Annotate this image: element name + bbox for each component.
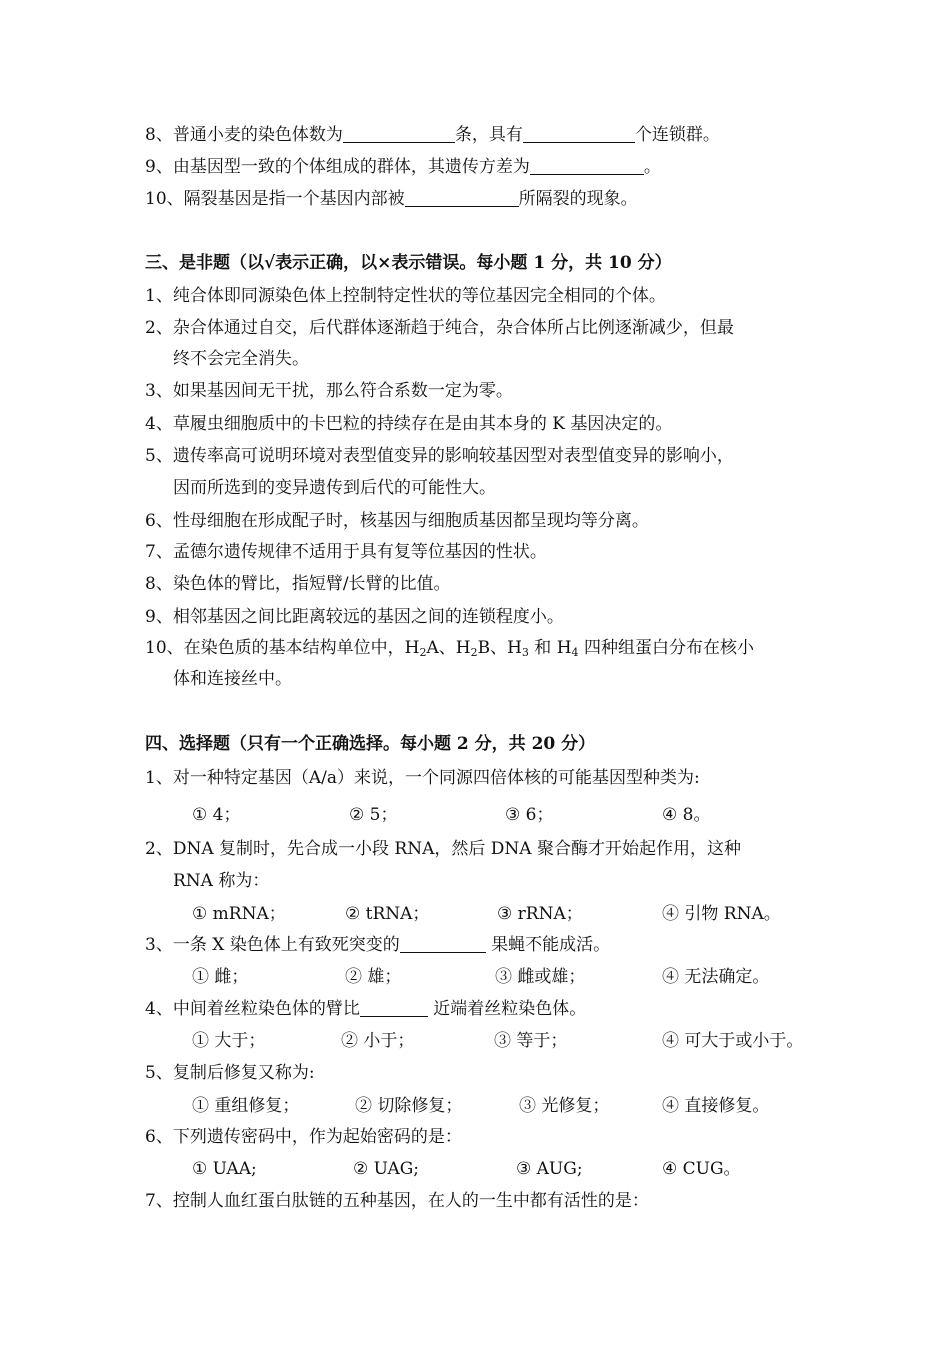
true-false-item: 1、纯合体即同源染色体上控制特定性状的等位基因完全相同的个体。	[145, 286, 666, 306]
true-false-item-continued: 体和连接丝中。	[173, 669, 292, 689]
option-1[interactable]: ① mRNA；	[192, 904, 286, 924]
true-false-item: 8、染色体的臂比，指短臂/长臂的比值。	[145, 574, 451, 594]
true-false-item: 3、如果基因间无干扰，那么符合系数一定为零。	[145, 381, 513, 401]
option-2[interactable]: ② UAG;	[353, 1159, 420, 1179]
true-false-item-continued: 因而所选到的变异遗传到后代的可能性大。	[173, 478, 496, 498]
true-false-item-10: 10、在染色质的基本结构单位中，$H_2A$、$H_2B$、$H_3$ 和 $H_4$ 四种组蛋白分布在核小	[145, 638, 754, 659]
choice-question-3: 3、一条 X 染色体上有致死突变的 果蝇不能成活。	[145, 935, 611, 955]
option-4[interactable]: ④ 引物 RNA。	[662, 904, 781, 924]
true-false-item: 5、遗传率高可说明环境对表型值变异的影响较基因型对表型值变异的影响小，	[145, 446, 734, 466]
option-1[interactable]: ① 重组修复；	[192, 1096, 300, 1116]
fill-question-8: 8、普通小麦的染色体数为 条，具有 个连锁群。	[145, 125, 720, 145]
choice-question-4: 4、中间着丝粒染色体的臂比 近端着丝粒染色体。	[145, 999, 587, 1019]
option-2[interactable]: ② 雄；	[345, 967, 402, 987]
option-4[interactable]: ④ CUG。	[662, 1159, 741, 1179]
option-1[interactable]: ① 4；	[192, 805, 241, 825]
option-3[interactable]: ③ 雌或雄；	[495, 967, 586, 987]
choice-question-2-continued: RNA 称为：	[173, 871, 270, 891]
true-false-item: 4、草履虫细胞质中的卡巴粒的持续存在是由其本身的 K 基因决定的。	[145, 414, 673, 434]
option-4[interactable]: ④ 直接修复。	[662, 1096, 770, 1116]
choice-question-5: 5、复制后修复又称为:	[145, 1063, 315, 1083]
fill-question-10: 10、隔裂基因是指一个基因内部被 所隔裂的现象。	[145, 189, 638, 209]
option-3[interactable]: ③ 6；	[505, 805, 554, 825]
answer-blank[interactable]	[530, 156, 644, 175]
answer-blank[interactable]	[360, 998, 428, 1017]
section-3-heading: 三、是非题（以√表示正确，以×表示错误。每小题 1 分，共 10 分）	[145, 253, 672, 273]
option-3[interactable]: ③ 光修复；	[519, 1096, 610, 1116]
answer-blank[interactable]	[400, 934, 486, 953]
true-false-item: 2、杂合体通过自交，后代群体逐渐趋于纯合，杂合体所占比例逐渐减少，但最	[145, 318, 734, 338]
option-3[interactable]: ③ rRNA；	[497, 904, 583, 924]
option-4[interactable]: ④ 8。	[662, 805, 711, 825]
option-4[interactable]: ④ 无法确定。	[662, 967, 770, 987]
option-2[interactable]: ② 切除修复；	[355, 1096, 463, 1116]
choice-question-1: 1、对一种特定基因（A/a）来说，一个同源四倍体核的可能基因型种类为:	[145, 768, 700, 788]
option-4[interactable]: ④ 可大于或小于。	[662, 1031, 804, 1051]
choice-question-6: 6、下列遗传密码中，作为起始密码的是：	[145, 1127, 462, 1147]
true-false-item-continued: 终不会完全消失。	[173, 349, 309, 369]
section-4-heading: 四、选择题（只有一个正确选择。每小题 2 分，共 20 分）	[145, 734, 596, 754]
answer-blank[interactable]	[405, 188, 519, 207]
option-3[interactable]: ③ AUG;	[516, 1159, 583, 1179]
option-2[interactable]: ② tRNA；	[345, 904, 430, 924]
choice-question-2: 2、DNA 复制时，先合成一小段 RNA，然后 DNA 聚合酶才开始起作用，这种	[145, 839, 741, 859]
option-2[interactable]: ② 小于；	[341, 1031, 415, 1051]
true-false-item: 6、性母细胞在形成配子时，核基因与细胞质基因都呈现均等分离。	[145, 511, 649, 531]
option-2[interactable]: ② 5；	[349, 805, 398, 825]
option-1[interactable]: ① 大于；	[192, 1031, 266, 1051]
true-false-item: 7、孟德尔遗传规律不适用于具有复等位基因的性状。	[145, 542, 547, 562]
fill-question-9: 9、由基因型一致的个体组成的群体，其遗传方差为 。	[145, 157, 661, 177]
true-false-item: 9、相邻基因之间比距离较远的基因之间的连锁程度小。	[145, 607, 564, 627]
choice-question-7: 7、控制人血红蛋白肽链的五种基因，在人的一生中都有活性的是：	[145, 1191, 649, 1211]
option-3[interactable]: ③ 等于；	[494, 1031, 568, 1051]
answer-blank[interactable]	[343, 124, 455, 143]
option-1[interactable]: ① 雌；	[192, 967, 249, 987]
answer-blank[interactable]	[523, 124, 635, 143]
option-1[interactable]: ① UAA;	[192, 1159, 257, 1179]
